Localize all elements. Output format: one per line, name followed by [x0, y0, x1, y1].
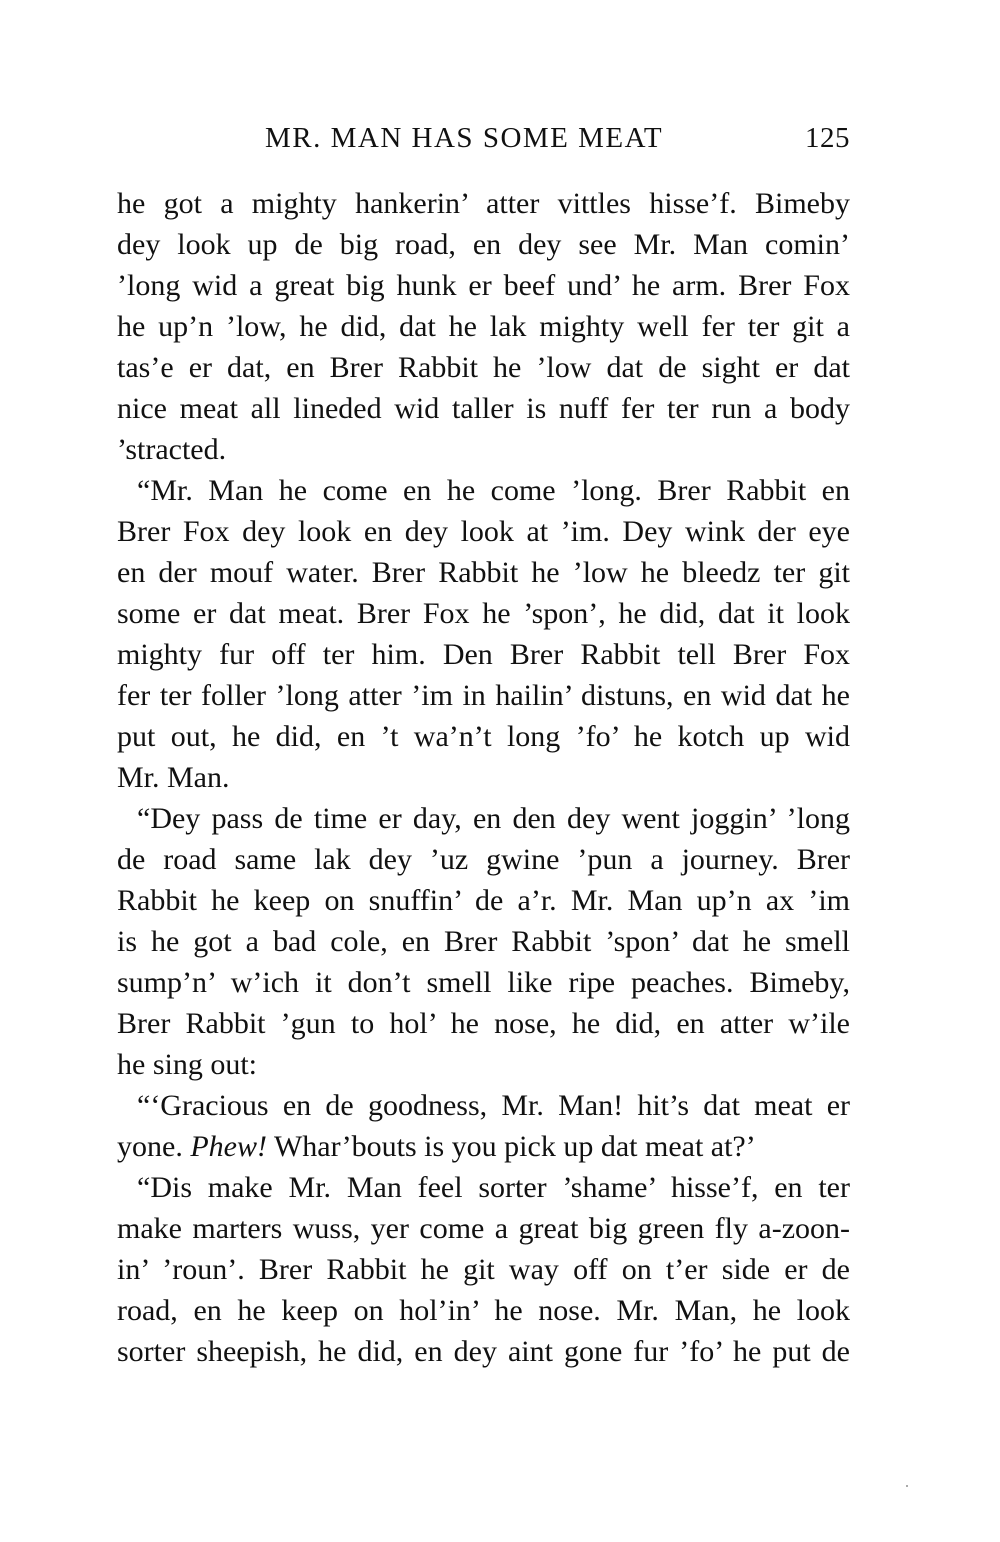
text-line: tas’e er dat, en Brer Rabbit he ’low dat de sight er dat	[117, 351, 850, 384]
text-line: sorter sheepish, he did, en dey aint gone fur ’fo’ he put de	[117, 1335, 850, 1368]
running-title: MR. MAN HAS SOME MEAT	[265, 122, 664, 154]
text-fragment: Whar’bouts is you pick up dat meat at?’	[273, 1130, 756, 1163]
text-line: he sing out:	[117, 1048, 257, 1081]
text-line: de road same lak dey ’uz gwine ’pun a journey. Brer	[117, 843, 850, 876]
text-line: ’stracted.	[117, 433, 227, 466]
text-line: is he got a bad cole, en Brer Rabbit ’spon’ dat he smell	[117, 925, 850, 958]
paper-speck	[906, 1485, 908, 1487]
text-line	[117, 1126, 850, 1167]
text-line: he got a mighty hankerin’ atter vittles hisse’f. Bimeby	[117, 187, 850, 220]
text-line: put out, he did, en ’t wa’n’t long ’fo’ he kotch up wid	[117, 720, 850, 753]
text-line: “Dis make Mr. Man feel sorter ’shame’ hisse’f, en ter	[137, 1171, 850, 1204]
text-line: nice meat all lineded wid taller is nuff fer ter run a body	[117, 392, 850, 425]
text-line: fer ter foller ’long atter ’im in hailin’ distuns, en wid dat he	[117, 679, 850, 712]
text-line: Brer Fox dey look en dey look at ’im. Dey wink der eye	[117, 515, 850, 548]
text-line: in’ ’roun’. Brer Rabbit he git way off on t’er side er de	[117, 1253, 850, 1286]
running-head	[117, 122, 850, 166]
text-line: “‘Gracious en de goodness, Mr. Man! hit’s dat meat er	[137, 1089, 850, 1122]
italic-word: Phew!	[190, 1130, 267, 1163]
text-fragment: yone.	[117, 1130, 183, 1163]
text-line: some er dat meat. Brer Fox he ’spon’, he did, dat it look	[117, 597, 850, 630]
text-line: ’long wid a great big hunk er beef und’ he arm. Brer Fox	[117, 269, 850, 302]
text-line: Brer Rabbit ’gun to hol’ he nose, he did, en atter w’ile	[117, 1007, 850, 1040]
text-line: dey look up de big road, en dey see Mr. Man comin’	[117, 228, 850, 261]
text-line: “Dey pass de time er day, en den dey went joggin’ ’long	[137, 802, 850, 835]
text-line: sump’n’ w’ich it don’t smell like ripe peaches. Bimeby,	[117, 966, 850, 999]
text-line: he up’n ’low, he did, dat he lak mighty well fer ter git a	[117, 310, 850, 343]
text-line: road, en he keep on hol’in’ he nose. Mr. Man, he look	[117, 1294, 850, 1327]
text-line: make marters wuss, yer come a great big green fly a-zoon-	[117, 1212, 850, 1245]
text-line: en der mouf water. Brer Rabbit he ’low he bleedz ter git	[117, 556, 850, 589]
text-line: “Mr. Man he come en he come ’long. Brer Rabbit en	[137, 474, 850, 507]
text-line: mighty fur off ter him. Den Brer Rabbit tell Brer Fox	[117, 638, 850, 671]
body-text	[117, 183, 850, 1372]
text-line: Mr. Man.	[117, 761, 230, 794]
page-number: 125	[805, 122, 850, 154]
text-line: Rabbit he keep on snuffin’ de a’r. Mr. Man up’n ax ’im	[117, 884, 850, 917]
